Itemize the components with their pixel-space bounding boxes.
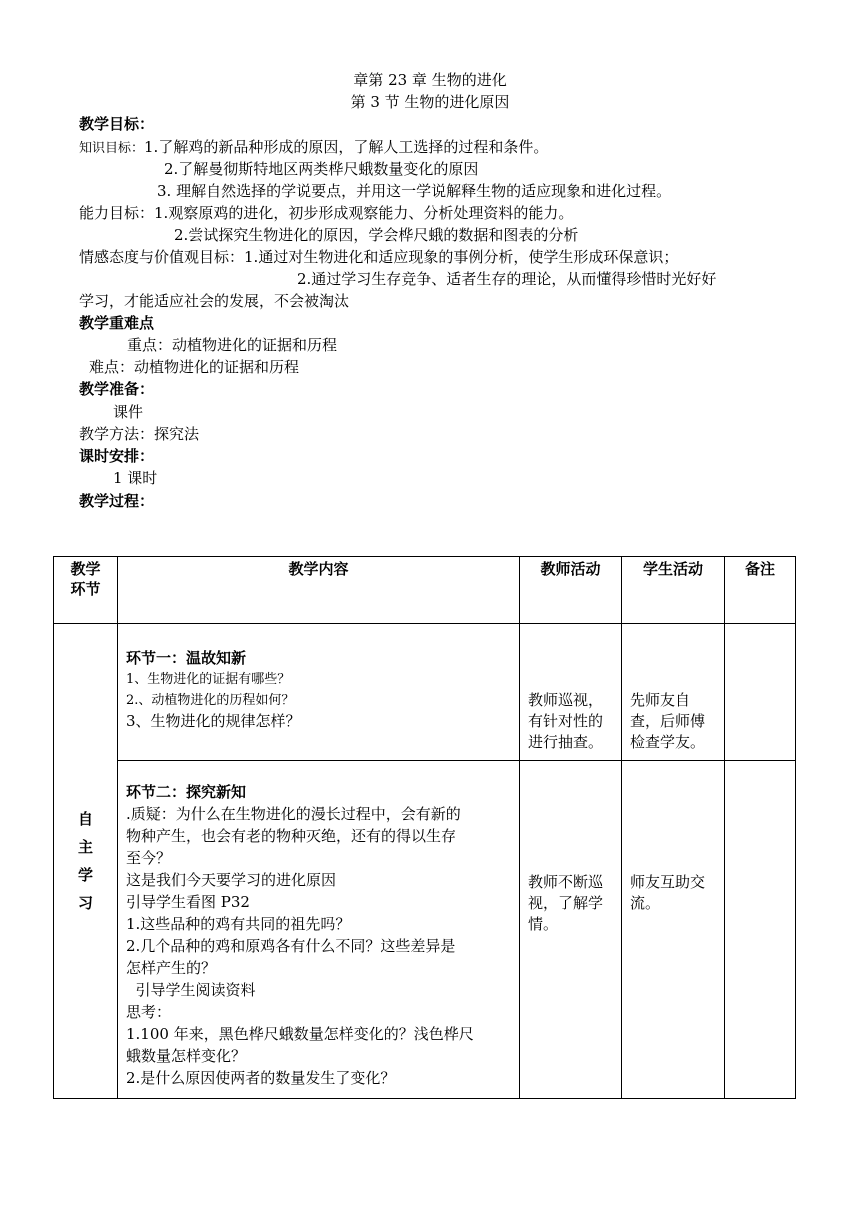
- section-title: 第 3 节 生物的进化原因: [350, 93, 510, 111]
- teaching-method: 教学方法：探究法: [79, 425, 200, 443]
- part1-q2: 2.、动植物进化的历程如何？: [126, 693, 295, 708]
- teacher-cell-part2: 教师不断巡 视，了解学 情。: [520, 761, 622, 1099]
- emotion-objective-2-cont: 学习，才能适应社会的发展，不会被淘汰: [79, 292, 350, 310]
- student-cell-part1: 先师友自 查，后师傅 检查学友。: [622, 624, 725, 761]
- header-stage: 教学 环节: [54, 557, 118, 624]
- preparation-item: 课件: [113, 403, 144, 421]
- student-cell-part2: 师友互助交 流。: [622, 761, 725, 1099]
- ability-objective-2: 2.尝试探究生物进化的原因，学会桦尺蛾的数据和图表的分析: [174, 226, 579, 244]
- lesson-table: [53, 556, 796, 1099]
- part1-q3: 3、生物进化的规律怎样？: [126, 712, 301, 730]
- difficult-point: 难点：动植物进化的证据和历程: [89, 358, 300, 376]
- content-cell-part2: 环节二：探究新知 .质疑：为什么在生物进化的漫长过程中，会有新的 物种产生，也会有老的物种灭绝，还有的得以生存 至今？ 这是我们今天要学习的进化原因 引导学生看图 P32 1.这些品种的鸡有共同的祖先吗？ 2.几个品种的鸡和原鸡各有什么不同？这些差异是 怎样产生的？ 引导学生阅读资料 思考： 1.100 年来，黑色桦尺蛾数量怎样变化的？浅色桦尺 蛾数量怎样变化？ 2.是什么原因使两者的数量发生了变化？: [118, 761, 520, 1099]
- difficulty-heading: 教学重难点: [79, 314, 155, 332]
- knowledge-objective-1: 知识目标：1.了解鸡的新品种形成的原因，了解人工选择的过程和条件。: [79, 138, 549, 156]
- table-row: [54, 761, 796, 1099]
- part1-q1: 1、生物进化的证据有哪些？: [126, 672, 291, 687]
- process-heading: 教学过程：: [79, 492, 155, 510]
- ability-label: 能力目标：: [79, 204, 155, 222]
- stage-cell: 自 主 学 习: [54, 624, 118, 1099]
- table-header-row: [54, 557, 796, 624]
- notes-cell-part1: [725, 624, 796, 761]
- knowledge-objective-2: 2.了解曼彻斯特地区两类桦尺蛾数量变化的原因: [164, 160, 479, 178]
- chapter-title: 章第 23 章 生物的进化: [353, 71, 507, 89]
- header-content: 教学内容: [118, 557, 520, 624]
- header-notes: 备注: [725, 557, 796, 624]
- part1-title: 环节一：温故知新: [126, 649, 247, 667]
- knowledge-objective-3: 3. 理解自然选择的学说要点，并用这一学说解释生物的适应现象和进化过程。: [157, 182, 672, 200]
- emotion-label: 情感态度与价值观目标：: [79, 248, 245, 266]
- part2-title: 环节二：探究新知: [126, 783, 247, 801]
- emotion-objective-1: 情感态度与价值观目标：1.通过对生物进化和适应现象的事例分析，使学生形成环保意识；: [79, 248, 679, 266]
- notes-cell-part2: [725, 761, 796, 1099]
- schedule-heading: 课时安排：: [79, 447, 155, 465]
- header-teacher: 教师活动: [520, 557, 622, 624]
- key-point: 重点：动植物进化的证据和历程: [127, 336, 338, 354]
- content-cell-part1: [118, 624, 520, 761]
- ability-objective-1: 能力目标：1.观察原鸡的进化，初步形成观察能力、分析处理资料的能力。: [79, 204, 574, 222]
- schedule-item: 1 课时: [113, 469, 158, 487]
- preparation-heading: 教学准备：: [79, 380, 155, 398]
- emotion-objective-2: 2.通过学习生存竞争、适者生存的理论，从而懂得珍惜时光好好: [297, 270, 717, 288]
- teacher-cell-part1: 教师巡视， 有针对性的 进行抽查。: [520, 624, 622, 761]
- knowledge-label: 知识目标：: [79, 141, 145, 156]
- header-student: 学生活动: [622, 557, 725, 624]
- objectives-heading: 教学目标：: [79, 115, 155, 133]
- table-row: [54, 624, 796, 761]
